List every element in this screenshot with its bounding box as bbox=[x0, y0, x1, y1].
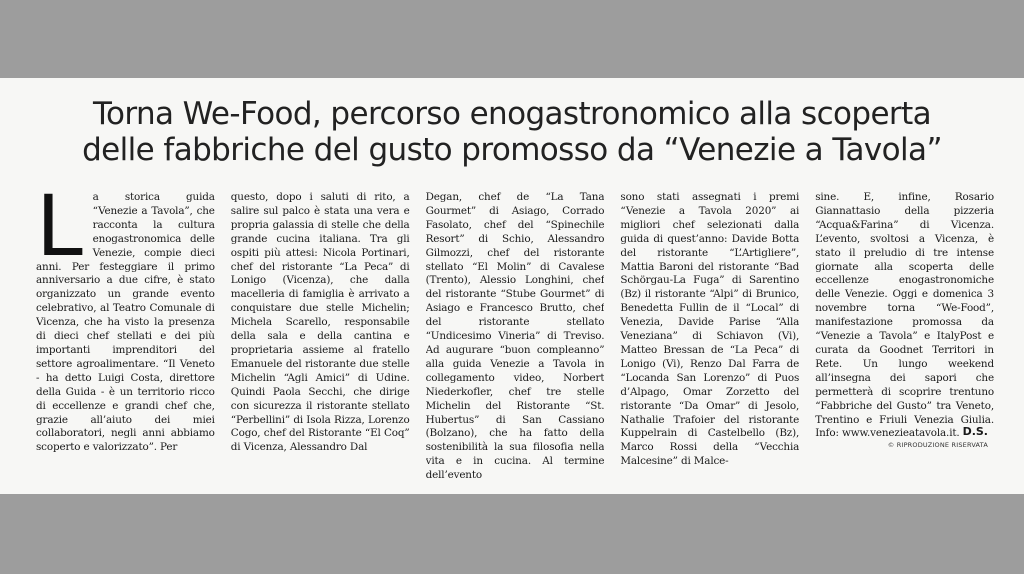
column-2-text: questo, dopo i saluti di rito, a salire sul palco è stata una vera e propria galassia di stelle che della grande cucina italiana. Tra gli ospiti più attesi: Nicola Portinari, chef del ristorante “La Peca” di Lonigo (Vicenza), che dalla macelleria di famiglia è arrivato a conquistare due stelle Michelin; Michela Scarello, responsabile della sala e della cantina e proprietaria assieme al fratello Emanuele del ristorante due stelle Michelin “Agli Amici” di Udine. Quindi Paola Secchi, che dirige con sicurezza il ristorante stellato “Perbellini” di Isola Rizza, Lorenzo Cogo, chef del Ristorante “El Coq” di Vicenza, Alessandro Dal bbox=[230, 191, 410, 454]
column-4-text: sono stati assegnati i premi “Venezie a Tavola 2020” ai migliori chef selezionati dalla guida di quest’anno: Davide Botta del ristorante “L’Artigliere”, Mattia Baroni del ristorante “Bad Schörgau-La Fuga” di Sarentino (Bz) il ristorante “Alpi” di Brunico, Benedetta Fullin de il “Local” di Venezia, Davide Parise “Alla Veneziana” di Schiavon (Vi), Matteo Bressan de “La Peca” di Lonigo (Vi), Renzo Dal Farra de “Locanda San Lorenzo” di Puos d’Alpago, Omar Zorzetto del ristorante “Da Omar” di Jesolo, Nathalie Trafoier del ristorante Kuppelrain di Castelbello (Bz), Marco Rossi della “Vecchia Malcesine” di Malce- bbox=[620, 191, 800, 468]
top-gray-band bbox=[0, 0, 1024, 78]
column-3-text: Degan, chef de “La Tana Gourmet” di Asiago, Corrado Fasolato, chef del “Spinechile Resort” di Schio, Alessandro Gilmozzi, chef del ristorante stellato “El Molin” di Cavalese (Trento), Alessio Longhini, chef del ristorante “Stube Gourmet” di Asiago e Francesco Brutto, chef del ristorante stellato “Undicesimo Vineria” di Treviso. Ad augurare “buon compleanno” alla guida Venezie a Tavola in collegamento video, Norbert Niederkofler, chef tre stelle Michelin del Ristorante “St. Hubertus” di San Cassiano (Bolzano), che ha fatto della sostenibilità la sua filosofia nella vita e in cucina. Al termine dell’evento bbox=[425, 191, 605, 481]
column-4 bbox=[620, 191, 799, 481]
column-1 bbox=[36, 191, 215, 481]
column-1-text: a storica guida “Venezie a Tavola”, che racconta la cultura enogastronomica delle Venezie, compie dieci anni. Per festeggiare il primo anniversario a due cifre, è stato organizzato un grande evento celebrativo, al Teatro Comunale di Vicenza, che ha visto la presenza di dieci chef stellati e dei più importanti imprenditori del settore agroalimentare. “Il Veneto - ha detto Luigi Costa, direttore della Guida - è un territorio ricco di eccellenze e grandi chef che, grazie all’aiuto dei miei collaboratori, negli anni abbiamo scoperto e valorizzato”. Per bbox=[36, 191, 215, 454]
headline-line-1: Torna We-Food, percorso enogastronomico alla scoperta bbox=[92, 96, 932, 132]
bottom-gray-band bbox=[0, 494, 1024, 574]
newspaper-clipping bbox=[0, 78, 1024, 494]
drop-cap: L bbox=[36, 191, 83, 275]
column-3 bbox=[426, 191, 605, 481]
copyright-notice: © RIPRODUZIONE RISERVATA bbox=[887, 441, 988, 449]
column-5-text: sine. E, infine, Rosario Giannattasio della pizzeria “Acqua&Farina” di Vicenza. L’evento, svoltosi a Vicenza, è stato il preludio di tre intense giornate alla scoperta delle eccellenze enogastronomiche delle Venezie. Oggi e domenica 3 novembre torna “We-Food”, manifestazione promossa da “Venezie a Tavola” e ItalyPost e curata da Goodnet Territori in Rete. Un lungo weekend all’insegna dei sapori che permetterà di scoprire trentuno “Fabbriche del Gusto” tra Veneto, Trentino e Friuli Venezia Giulia. Info: www.venezieatavola.it. bbox=[815, 191, 994, 440]
column-2 bbox=[231, 191, 410, 481]
author-byline: D.S. bbox=[962, 425, 988, 438]
article-body bbox=[36, 191, 994, 481]
headline bbox=[20, 96, 1004, 168]
headline-line-2: delle fabbriche del gusto promosso da “Venezie a Tavola” bbox=[82, 132, 942, 168]
